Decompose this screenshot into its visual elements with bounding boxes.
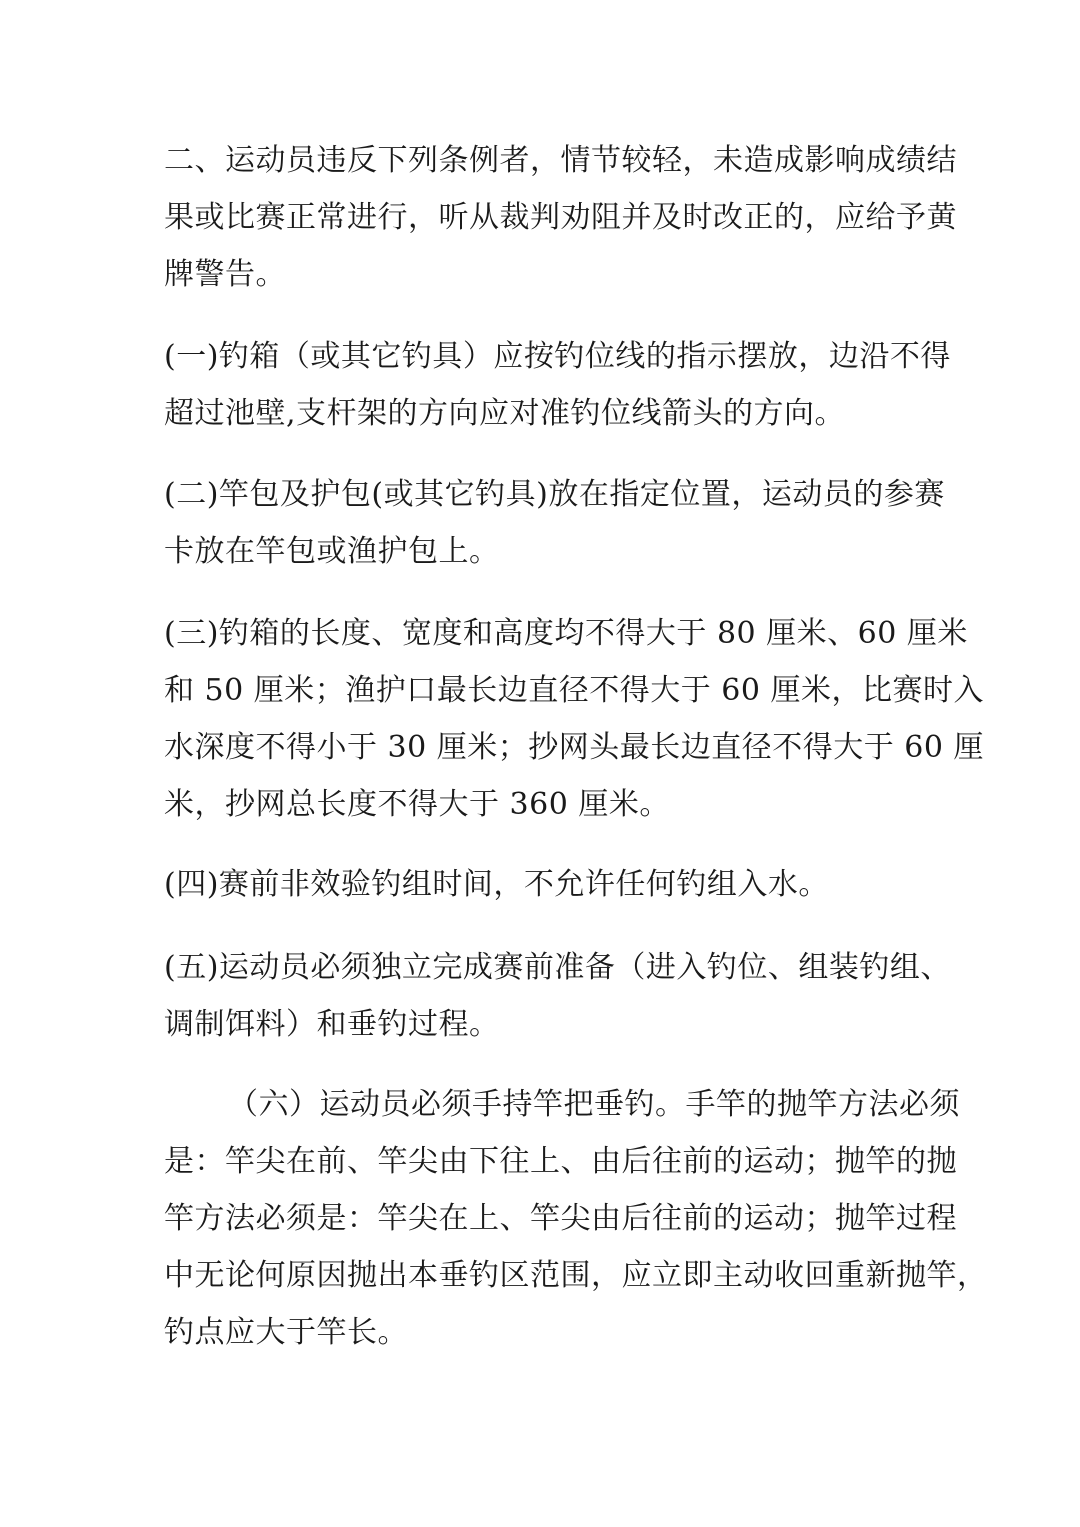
paragraph-item-4 bbox=[164, 856, 924, 913]
text-line: (四)赛前非效验钓组时间，不允许任何钓组入水。 bbox=[164, 867, 829, 902]
paragraph-item-2 bbox=[164, 466, 945, 580]
text-line: (五)运动员必须独立完成赛前准备（进入钓位、组装钓组、 bbox=[164, 950, 951, 985]
text-line: 超过池壁,支杆架的方向应对准钓位线箭头的方向。 bbox=[164, 396, 846, 431]
paragraph-intro bbox=[164, 132, 957, 303]
text-line: 竿方法必须是：竿尖在上、竿尖由后往前的运动；抛竿过程 bbox=[164, 1201, 957, 1236]
text-line: 中无论何原因抛出本垂钓区范围，应立即主动收回重新抛竿， bbox=[164, 1258, 988, 1293]
text-line: 卡放在竿包或渔护包上。 bbox=[164, 534, 500, 569]
text-line: (二)竿包及护包(或其它钓具)放在指定位置，运动员的参赛 bbox=[164, 477, 945, 512]
paragraph-item-1 bbox=[164, 328, 951, 442]
text-line: 和 50 厘米；渔护口最长边直径不得大于 60 厘米，比赛时入 bbox=[164, 673, 984, 708]
text-line: (三)钓箱的长度、宽度和高度均不得大于 80 厘米、60 厘米 bbox=[164, 616, 968, 651]
text-line: 牌警告。 bbox=[164, 257, 286, 292]
text-line: 是：竿尖在前、竿尖由下往上、由后往前的运动；抛竿的抛 bbox=[164, 1144, 957, 1179]
paragraph-item-3 bbox=[164, 605, 984, 833]
text-line: 二、运动员违反下列条例者，情节较轻，未造成影响成绩结 bbox=[164, 143, 957, 178]
text-line: 米，抄网总长度不得大于 360 厘米。 bbox=[164, 787, 670, 822]
text-line: 钓点应大于竿长。 bbox=[164, 1315, 408, 1350]
text-line: (一)钓箱（或其它钓具）应按钓位线的指示摆放，边沿不得 bbox=[164, 339, 951, 374]
text-line: 调制饵料）和垂钓过程。 bbox=[164, 1007, 500, 1042]
text-line: 水深度不得小于 30 厘米；抄网头最长边直径不得大于 60 厘 bbox=[164, 730, 984, 765]
text-line: 果或比赛正常进行，听从裁判劝阻并及时改正的，应给予黄 bbox=[164, 200, 957, 235]
text-line: （六）运动员必须手持竿把垂钓。手竿的抛竿方法必须 bbox=[228, 1087, 960, 1122]
paragraph-item-6 bbox=[164, 1076, 988, 1361]
paragraph-item-5 bbox=[164, 939, 951, 1053]
